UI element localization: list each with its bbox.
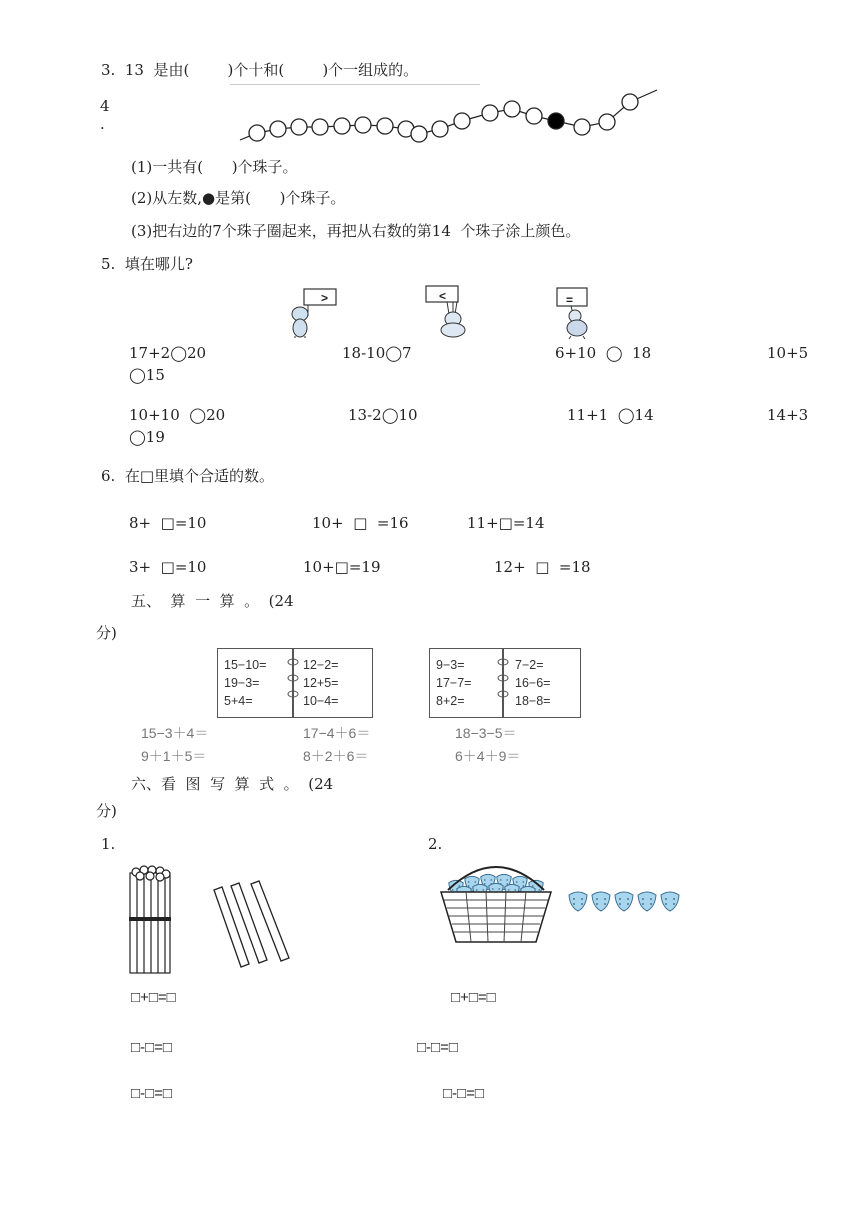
q6-r2-c2: 10+□=19	[303, 558, 381, 576]
q3-text: 3. 13 是由( )个十和( )个一组成的。	[101, 61, 419, 79]
sec5-r1-c1: 15−3＋4＝	[141, 725, 209, 741]
bead	[334, 118, 350, 134]
q5-r1-c4: 10+5	[767, 344, 809, 362]
strawberry-icon	[592, 892, 610, 911]
q5-r2-c2: 13-2◯10	[348, 406, 418, 424]
sign-holder-turtle-illustration	[555, 284, 615, 344]
bead	[355, 117, 371, 133]
loose-sticks-illustration	[211, 880, 301, 970]
q5-r1-c3: 6+10 ◯ 18	[555, 344, 652, 362]
bead	[291, 119, 307, 135]
strawberry-icon	[569, 892, 587, 911]
sec5-r2-c3: 6＋4＋9＝	[455, 748, 521, 764]
q5-r2-c4: 14+3	[767, 406, 809, 424]
sign-less: <	[439, 289, 447, 303]
sec6-p1-eq-sub-2[interactable]: □-□=□	[131, 1085, 172, 1102]
q5-title: 5. 填在哪儿?	[101, 255, 193, 273]
q6-r1-c3: 11+□=14	[467, 514, 545, 532]
q4-sub2: (2)从左数,●是第( )个珠子。	[131, 189, 346, 207]
q4-dot: ·	[100, 119, 105, 137]
sign-equal: =	[566, 293, 574, 307]
bead	[622, 94, 638, 110]
sec6-p2-eq-sub-1[interactable]: □-□=□	[417, 1039, 458, 1056]
bead	[599, 114, 615, 130]
book1-left-1: 15−10=	[224, 658, 267, 672]
bead	[504, 101, 520, 117]
book2-left-2: 17−7=	[436, 676, 472, 690]
exercise-book-1	[217, 648, 373, 718]
sec5-r2-c2: 8＋2＋6＝	[303, 748, 369, 764]
book2-left-1: 9−3=	[436, 658, 465, 672]
book2-right-3: 18−8=	[515, 694, 551, 708]
sec6-p1-eq-add[interactable]: □+□=□	[131, 989, 176, 1006]
bead	[574, 119, 590, 135]
q6-r1-c1: 8+ □=10	[129, 514, 207, 532]
sec6-p2-eq-add[interactable]: □+□=□	[451, 989, 496, 1006]
sign-holder-rabbit-illustration	[423, 284, 483, 344]
book1-left-2: 19−3=	[224, 676, 260, 690]
black-bead	[548, 113, 564, 129]
bead	[249, 125, 265, 141]
strawberry-basket-illustration	[436, 862, 556, 947]
bead	[482, 105, 498, 121]
book-spiral	[283, 648, 303, 718]
strawberry-icon	[661, 892, 679, 911]
q6-r1-c2: 10+ □ =16	[312, 514, 409, 532]
bead	[526, 108, 542, 124]
bead-string-illustration	[0, 0, 860, 160]
q5-r2-c3: 11+1 ◯14	[567, 406, 654, 424]
q6-title: 6. 在□里填个合适的数。	[101, 467, 275, 485]
book1-right-3: 10−4=	[303, 694, 339, 708]
q6-r2-c1: 3+ □=10	[129, 558, 207, 576]
bead	[432, 121, 448, 137]
sec6-heading-wrap: 分)	[96, 802, 117, 820]
book1-right-1: 12−2=	[303, 658, 339, 672]
sec5-heading-wrap: 分)	[96, 624, 117, 642]
q5-r1-c2: 18-10◯7	[342, 344, 412, 362]
bead	[411, 126, 427, 142]
sec5-r2-c1: 9＋1＋5＝	[141, 748, 207, 764]
sec5-heading: 五、 算 一 算 。 (24	[131, 592, 294, 610]
q5-r1-wrap: ◯15	[129, 366, 165, 384]
sec6-p2-label: 2.	[428, 835, 443, 853]
stick-bundle-illustration	[126, 865, 176, 975]
book2-right-1: 7−2=	[515, 658, 544, 672]
bead	[270, 121, 286, 137]
q4-sub1: (1)一共有( )个珠子。	[131, 158, 298, 176]
sign-greater: >	[321, 291, 329, 305]
q4-number: 4	[100, 97, 110, 115]
strawberry-icon	[638, 892, 656, 911]
sign-holder-dog-illustration	[288, 284, 348, 344]
q6-r2-c3: 12+ □ =18	[494, 558, 591, 576]
q5-r2-wrap: ◯19	[129, 428, 165, 446]
book2-left-3: 8+2=	[436, 694, 465, 708]
sec6-p1-eq-sub-1[interactable]: □-□=□	[131, 1039, 172, 1056]
exercise-book-2	[429, 648, 581, 718]
sec6-heading: 六、看 图 写 算 式 。 (24	[131, 775, 334, 793]
sec6-p2-eq-sub-2[interactable]: □-□=□	[443, 1085, 484, 1102]
loose-strawberries-illustration	[566, 883, 696, 923]
q5-r2-c1: 10+10 ◯20	[129, 406, 226, 424]
book1-left-3: 5+4=	[224, 694, 253, 708]
strawberry-icon	[615, 892, 633, 911]
bead	[377, 118, 393, 134]
book1-right-2: 12+5=	[303, 676, 339, 690]
book2-right-2: 16−6=	[515, 676, 551, 690]
sec5-r1-c2: 17−4＋6＝	[303, 725, 371, 741]
sec5-r1-c3: 18−3−5＝	[455, 725, 517, 741]
book-spiral	[493, 648, 513, 718]
sec6-p1-label: 1.	[101, 835, 116, 853]
bead	[312, 119, 328, 135]
q4-sub3: (3)把右边的7个珠子圈起来，再把从右数的第14 个珠子涂上颜色。	[131, 222, 581, 240]
bead	[454, 113, 470, 129]
q5-r1-c1: 17+2◯20	[129, 344, 207, 362]
